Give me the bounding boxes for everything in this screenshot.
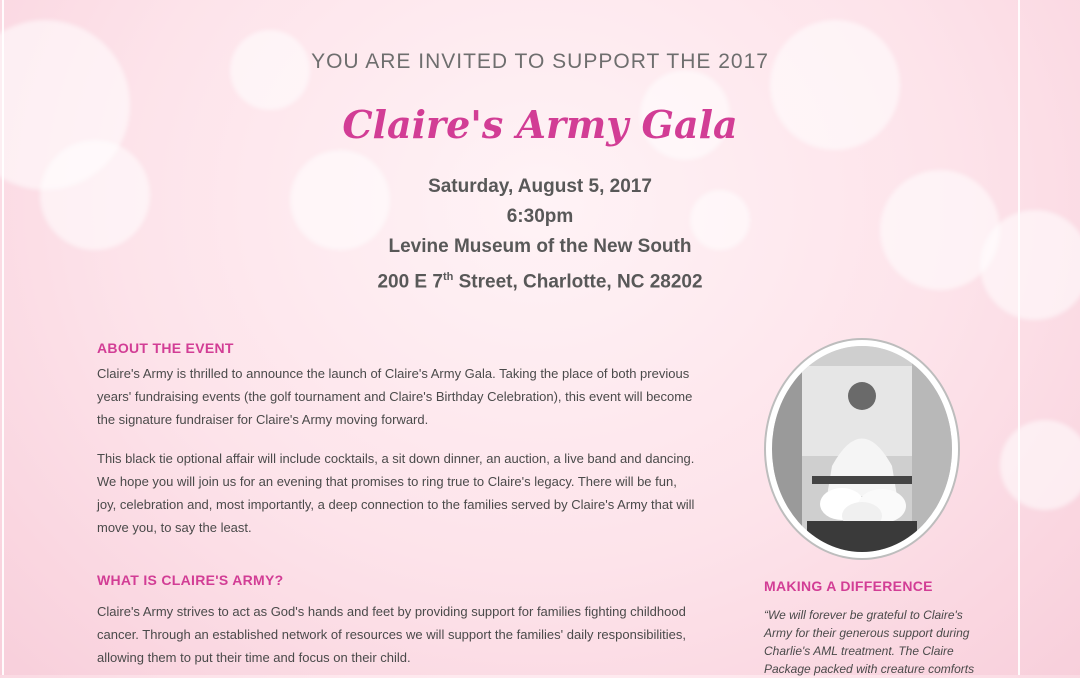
testimonial-quote: “We will forever be grateful to Claire's Army for their generous support during Charlie's AML treatment. The Claire Package packed with creature comforts [764, 608, 975, 676]
invite-line: YOU ARE INVITED TO SUPPORT THE 2017 [311, 50, 769, 73]
event-address: 200 E 7th Street, Charlotte, NC 28202 [377, 271, 703, 293]
event-venue: Levine Museum of the New South [388, 236, 692, 257]
about-paragraph-1: Claire's Army is thrilled to announce the launch of Claire's Army Gala. Taking the place of both previous years' fundraising events (the golf tournament and Claire's Birthday Celebration), this event will become the signature fundraiser for Claire's Army moving forward. [97, 366, 693, 427]
event-date: Saturday, August 5, 2017 [428, 176, 652, 197]
volunteer-photo [766, 340, 958, 558]
event-time: 6:30pm [506, 206, 574, 227]
what-is-paragraph: Claire's Army strives to act as God's hands and feet by providing support for families fighting childhood cancer. Through an established network of resources we will support the families' daily responsibilities, allowing them to put their time and focus on their child. [97, 604, 686, 665]
sidebar-heading: MAKING A DIFFERENCE [764, 578, 933, 594]
gala-title: Claire's Army Gala [342, 102, 738, 147]
what-is-heading: WHAT IS CLAIRE'S ARMY? [97, 572, 284, 588]
about-paragraph-2: This black tie optional affair will include cocktails, a sit down dinner, an auction, a live band and dancing. We hope you will join us for an evening that promises to ring true to Claire's legacy. There will be fun, joy, celebration and, most importantly, a deep connection to the families served by Claire's Army that will move you, to say the least. [97, 451, 695, 535]
about-heading: ABOUT THE EVENT [97, 340, 234, 356]
event-details [0, 172, 1080, 297]
